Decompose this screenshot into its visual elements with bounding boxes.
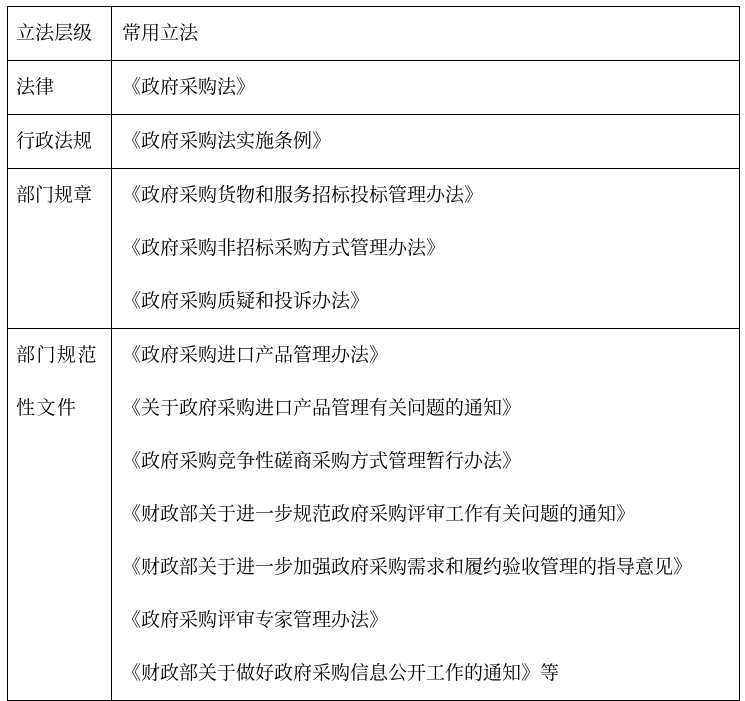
table-header-row [8, 7, 740, 61]
level-cell [8, 169, 112, 329]
table-row [8, 115, 740, 169]
law-cell [112, 61, 740, 115]
legislation-table [7, 6, 740, 701]
law-item: 《政府采购法》 [122, 76, 256, 98]
law-cell [112, 329, 740, 701]
level-label: 部门规章 [16, 184, 93, 206]
header-law-label: 常用立法 [122, 22, 199, 44]
level-cell [8, 115, 112, 169]
law-item: 《财政部关于进一步加强政府采购需求和履约验收管理的指导意见》 [122, 556, 693, 578]
level-label-line-1: 部门规范 [16, 344, 99, 366]
law-item: 《关于政府采购进口产品管理有关问题的通知》 [122, 397, 522, 419]
header-level-cell [8, 7, 112, 61]
law-item: 《政府采购质疑和投诉办法》 [122, 290, 370, 312]
table-row [8, 329, 740, 701]
level-cell [8, 329, 112, 701]
table-row [8, 61, 740, 115]
table-row [8, 169, 740, 329]
law-item: 《政府采购货物和服务招标投标管理办法》 [122, 184, 484, 206]
header-law-cell [112, 7, 740, 61]
law-cell [112, 115, 740, 169]
level-cell [8, 61, 112, 115]
law-item: 《财政部关于进一步规范政府采购评审工作有关问题的通知》 [122, 503, 636, 525]
law-item: 《政府采购法实施条例》 [122, 130, 332, 152]
level-label: 法律 [16, 76, 55, 98]
law-item: 《政府采购竞争性磋商采购方式管理暂行办法》 [122, 450, 522, 472]
header-level-label: 立法层级 [16, 22, 93, 44]
law-item: 《政府采购非招标采购方式管理办法》 [122, 237, 446, 259]
law-cell [112, 169, 740, 329]
law-item: 《政府采购进口产品管理办法》 [122, 344, 389, 366]
level-label-line-2: 性文件 [16, 397, 78, 419]
law-item: 《财政部关于做好政府采购信息公开工作的通知》等 [122, 662, 560, 684]
level-label: 行政法规 [16, 130, 93, 152]
law-item: 《政府采购评审专家管理办法》 [122, 609, 389, 631]
